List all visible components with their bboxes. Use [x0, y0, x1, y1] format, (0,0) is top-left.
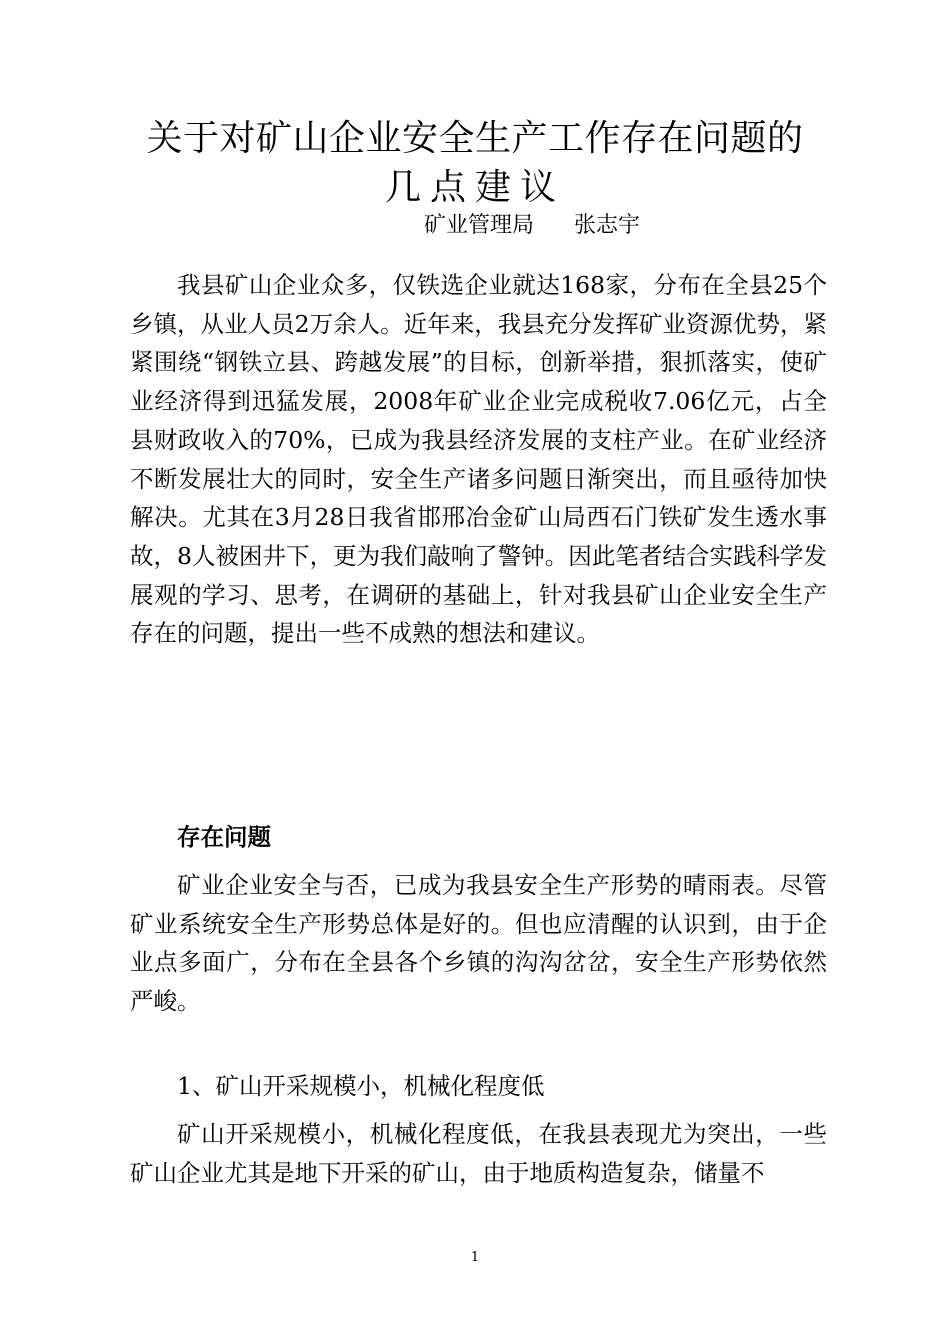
byline-author: 张志宇: [574, 213, 641, 238]
paragraph-item-1: 矿山开采规模小，机械化程度低，在我县表现尤为突出，一些矿山企业尤其是地下开采的矿山，由于地质构造复杂，储量不: [130, 1120, 827, 1187]
document-title-line-1: 关于对矿山企业安全生产工作存在问题的: [146, 118, 804, 159]
subheading-item-1: 1、矿山开采规模小，机械化程度低: [177, 1072, 545, 1100]
byline: [424, 210, 640, 242]
byline-organization: 矿业管理局: [424, 213, 535, 238]
page-number: 1: [470, 1250, 480, 1265]
paragraph-problems: 矿业企业安全与否，已成为我县安全生产形势的晴雨表。尽管矿业系统安全生产形势总体是好的。但也应清醒的认识到，由于企业点多面广，分布在全县各个乡镇的沟沟岔岔，安全生产形势依然严峻。: [130, 871, 827, 1016]
document-title-line-2: 几点建议: [384, 167, 565, 208]
section-heading: 存在问题: [177, 823, 271, 851]
paragraph-intro: 我县矿山企业众多，仅铁选企业就达168家，分布在全县25个乡镇，从业人员2万余人。近年来，我县充分发挥矿业资源优势，紧紧围绕“钢铁立县、跨越发展”的目标，创新举措，狠抓落实，使矿业经济得到迅猛发展，2008年矿业企业完成税收7.06亿元，占全县财政收入的70%，已成为我县经济发展的支柱产业。在矿业经济不断发展壮大的同时，安全生产诸多问题日渐突出，而且亟待加快解决。尤其在3月28日我省邯邢冶金矿山局西石门铁矿发生透水事故，8人被困井下，更为我们敲响了警钟。因此笔者结合实践科学发展观的学习、思考，在调研的基础上，针对我县矿山企业安全生产存在的问题，提出一些不成熟的想法和建议。: [130, 271, 827, 648]
